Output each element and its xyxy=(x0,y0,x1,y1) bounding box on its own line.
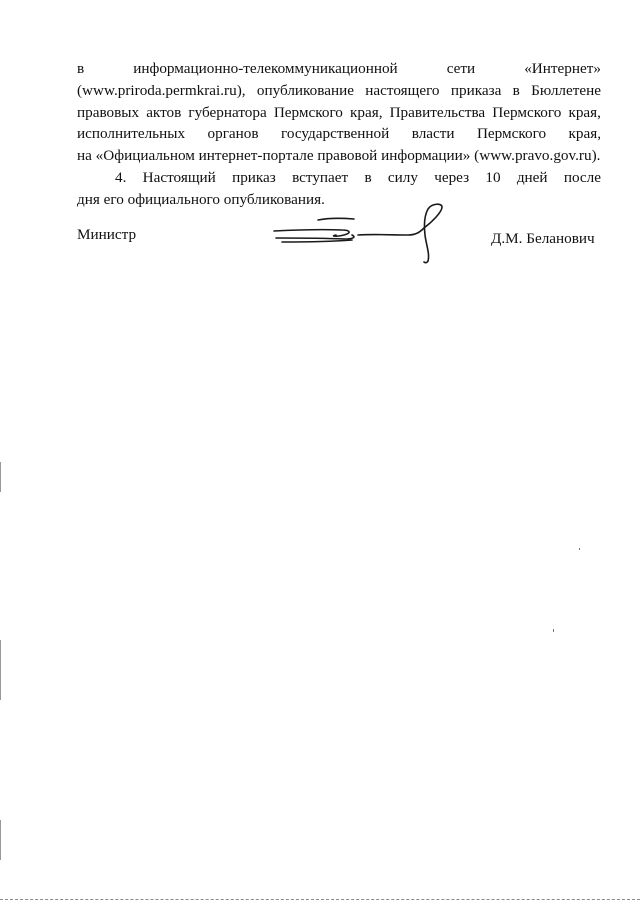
position-title: Министр xyxy=(77,226,137,243)
scan-edge-mark xyxy=(0,820,1,860)
text-line-1 xyxy=(77,58,601,80)
word: Настоящий xyxy=(142,168,216,186)
scan-speck xyxy=(579,548,580,550)
word: 10 xyxy=(485,168,501,186)
word: силу xyxy=(387,168,418,186)
word: Бюллетене xyxy=(531,81,601,99)
word: сети xyxy=(446,60,476,77)
word: Пермского xyxy=(476,125,547,143)
word: Пермского xyxy=(492,103,562,121)
word: 4. xyxy=(115,168,127,186)
word: приказ xyxy=(232,168,276,186)
scan-edge-mark xyxy=(0,462,1,492)
word: в xyxy=(364,168,372,186)
text-line-3 xyxy=(77,102,601,124)
word: края, xyxy=(568,125,601,143)
word: через xyxy=(434,168,470,186)
scan-bottom-border xyxy=(0,899,640,901)
word: информационно-телекоммуникационной xyxy=(133,60,398,77)
clause-4-line-2: дня его официального опубликования. xyxy=(77,190,325,208)
word: в xyxy=(77,60,85,77)
scan-edge-mark xyxy=(0,640,1,700)
scan-speck xyxy=(553,629,554,632)
word: края, xyxy=(568,103,601,121)
word: после xyxy=(563,168,601,186)
word: органов xyxy=(207,125,259,143)
word: актов xyxy=(146,103,182,121)
word: вступает xyxy=(292,168,349,186)
text-line-2 xyxy=(77,80,601,102)
word: «Интернет» xyxy=(524,60,601,77)
document-body xyxy=(77,58,601,211)
word: государственной xyxy=(281,125,390,143)
word: настоящего xyxy=(365,81,440,99)
word: в xyxy=(512,81,520,99)
word: приказа xyxy=(450,81,502,99)
word: губернатора xyxy=(188,103,267,121)
word: края, xyxy=(350,103,383,121)
word: (www.priroda.permkrai.ru), xyxy=(77,81,246,99)
word: власти xyxy=(411,125,455,143)
word: исполнительных xyxy=(77,125,186,143)
word: опубликование xyxy=(256,81,354,99)
word: Правительства xyxy=(389,103,486,121)
clause-4-line-1 xyxy=(77,167,601,189)
word: правовых xyxy=(77,103,140,121)
signer-name: Д.М. Беланович xyxy=(491,230,595,247)
text-line-4 xyxy=(77,123,601,145)
text-line-5: на «Официальном интернет-портале правовой информации» (www.pravo.gov.ru). xyxy=(77,147,601,165)
handwritten-signature-icon xyxy=(270,202,450,264)
word: Пермского xyxy=(273,103,343,121)
word: дней xyxy=(516,168,548,186)
